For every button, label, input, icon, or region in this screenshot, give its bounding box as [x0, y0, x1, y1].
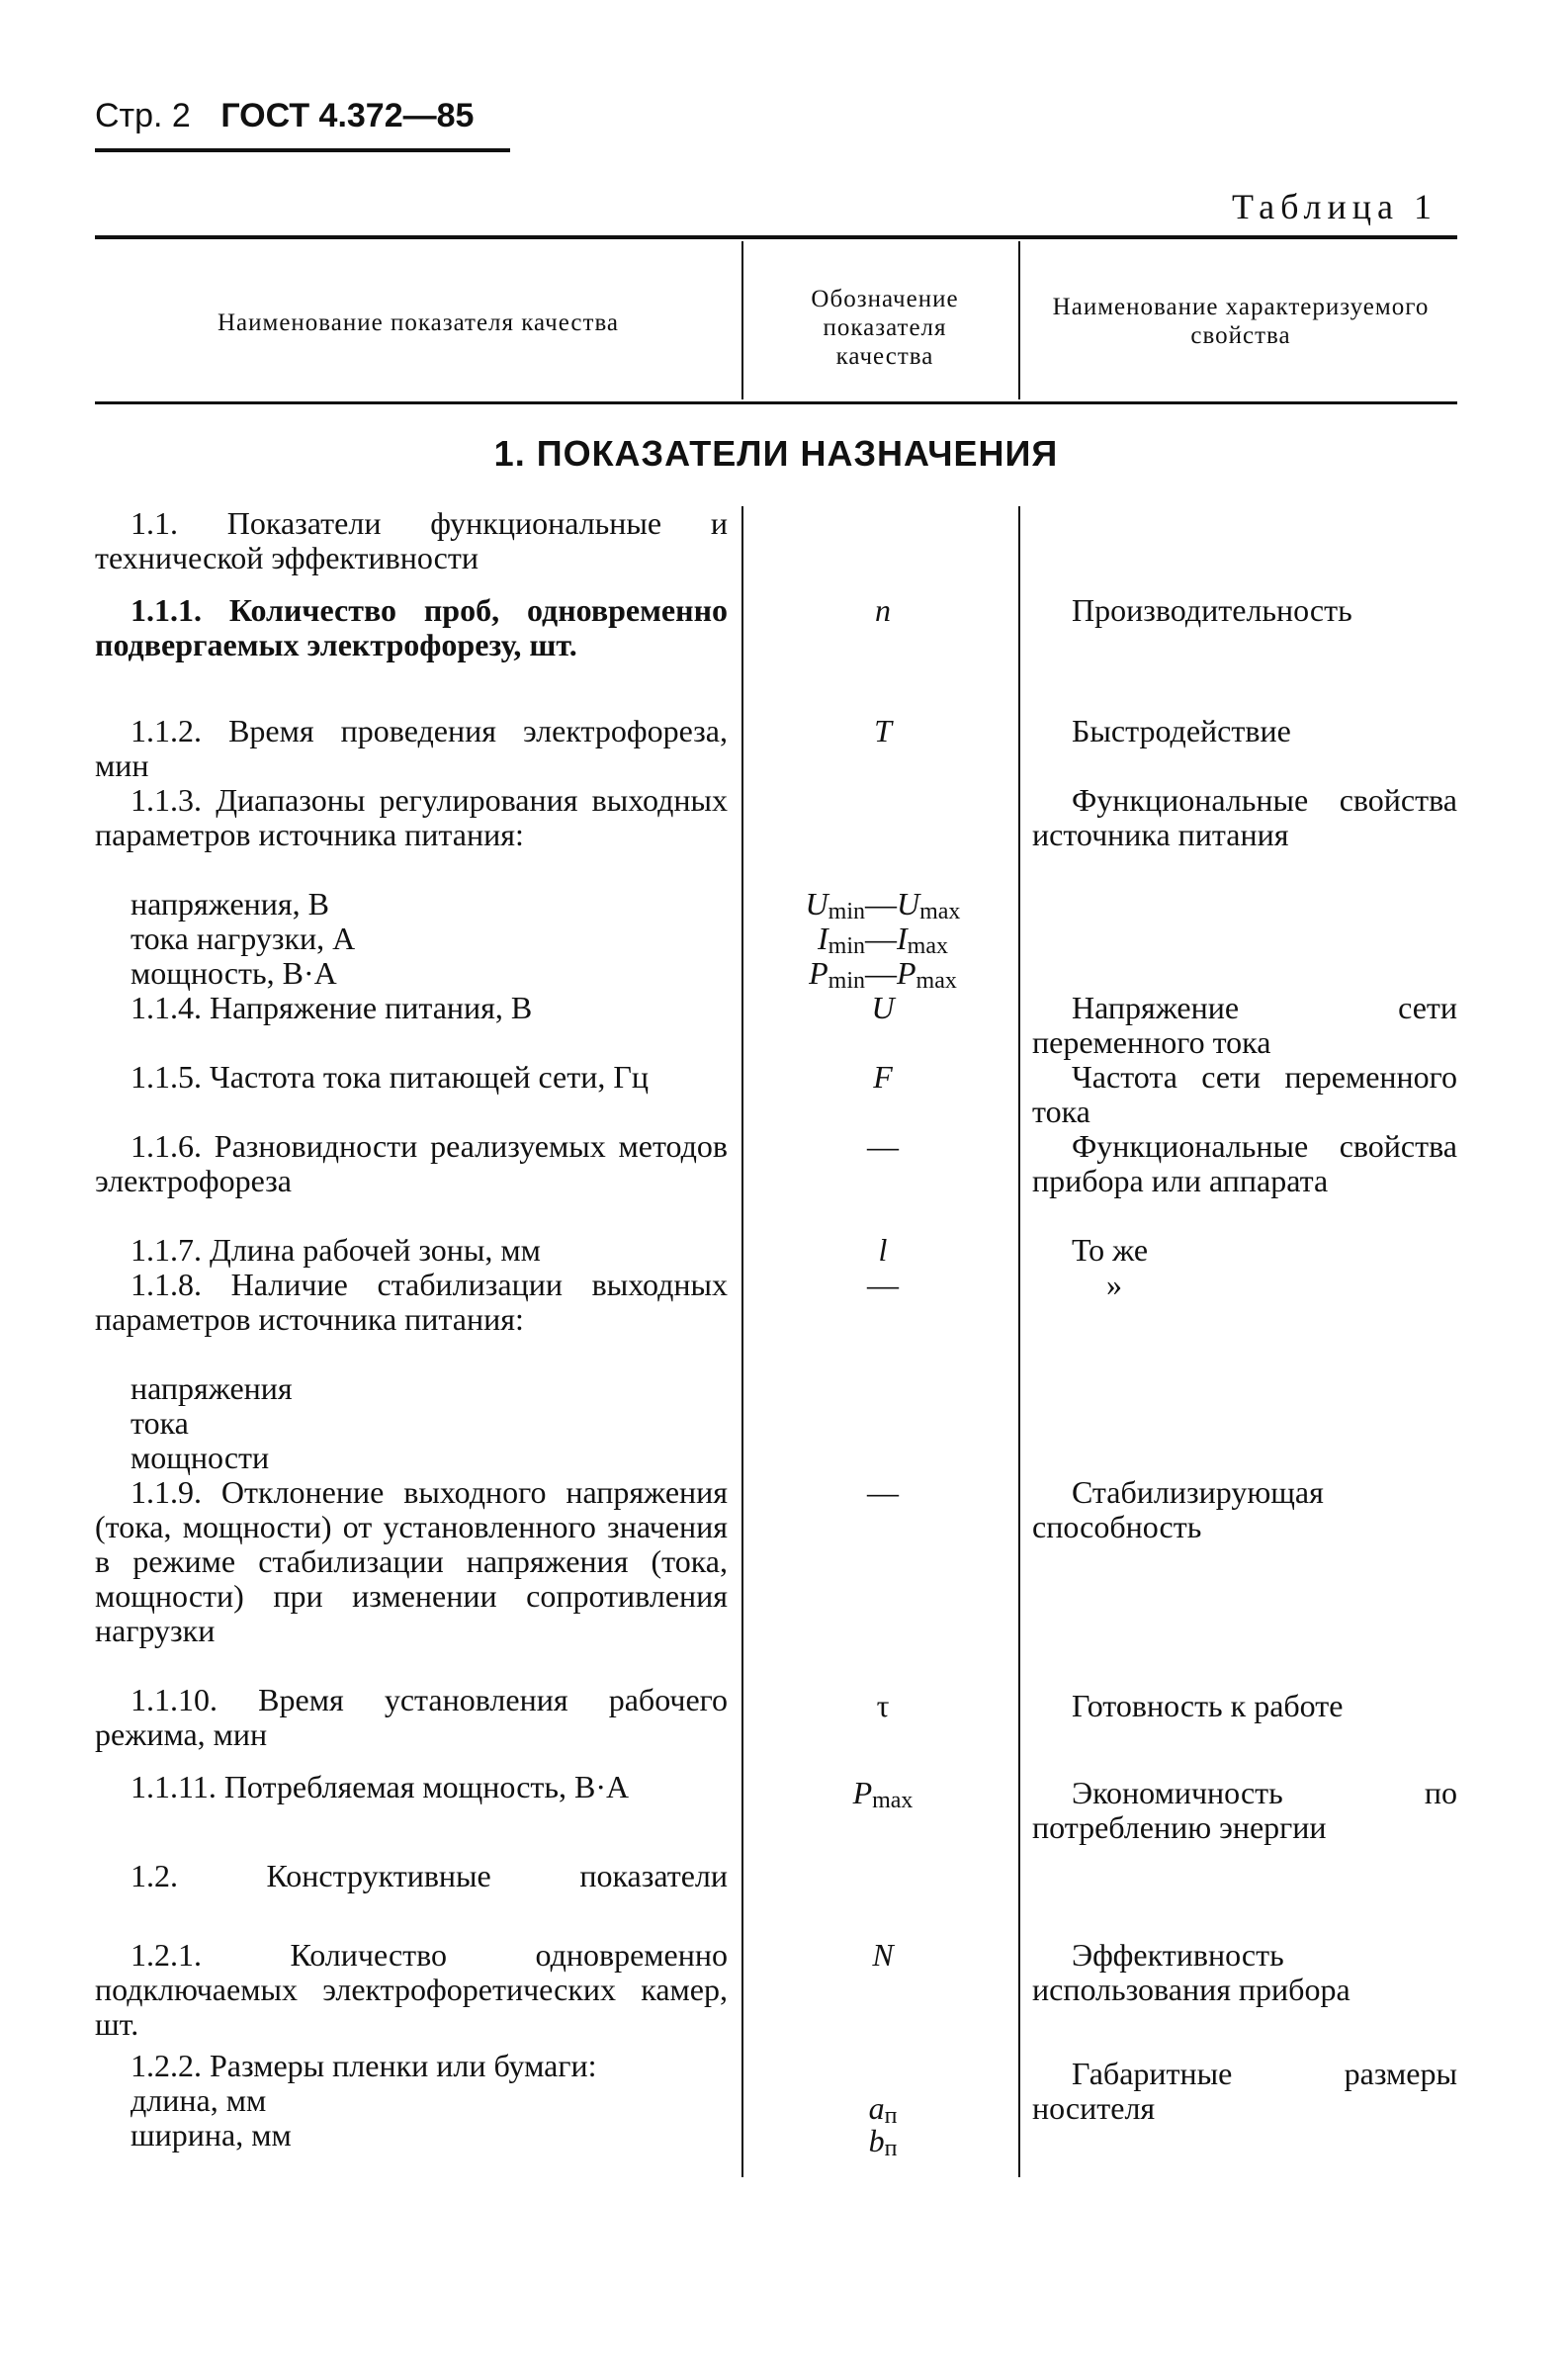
row-1-1-4-property: Напряжение сети переменного тока	[1032, 990, 1457, 1060]
column-header-property: Наименование характеризуемого свойства	[1052, 294, 1430, 349]
b-subscript: п	[884, 2136, 898, 2161]
row-1-2-2-property: Габаритные размеры носителя	[1032, 2056, 1457, 2126]
u-max-symbol: U	[897, 886, 920, 922]
row-1-1-7-property: То же	[1072, 1232, 1149, 1268]
row-1-1-5-property: Частота сети переменного тока	[1032, 1059, 1457, 1129]
row-1-1-6-name: 1.1.6. Разновидности реализуемых методов электрофореза	[95, 1128, 728, 1198]
row-1-2-2-name: 1.2.2. Размеры пленки или бумаги:	[131, 2048, 597, 2083]
row-1-1-2-property: Быстродействие	[1072, 713, 1291, 748]
row-1-1-5-designation: F	[873, 1059, 893, 1095]
row-1-1-2-name: 1.1.2. Время проведения электрофореза, мин	[95, 713, 728, 783]
row-1-2-2-width: ширина, мм	[131, 2117, 292, 2152]
row-1-1-10-name: 1.1.10. Время установления рабочего режима, мин	[95, 1682, 728, 1752]
page-header	[95, 97, 474, 135]
row-1-2-2-width-designation	[749, 2124, 1016, 2166]
body-divider-1	[741, 506, 743, 2177]
p-min-subscript: min	[828, 968, 865, 994]
header-divider-2	[1018, 241, 1020, 399]
row-1-2-name: 1.2. Конструктивные показатели	[131, 1858, 728, 1893]
row-1-1-4-name: 1.1.4. Напряжение питания, В	[131, 990, 533, 1025]
row-1-1-7-name: 1.1.7. Длина рабочей зоны, мм	[131, 1232, 541, 1268]
p-max-subscript: max	[915, 968, 957, 994]
header-divider-1	[741, 241, 743, 399]
u-min-symbol: U	[805, 886, 828, 922]
p-range-dash: —	[865, 955, 897, 991]
row-1-1-1-property: Производительность	[1072, 592, 1352, 628]
p-max-symbol: P	[897, 955, 916, 991]
row-1-2-1-name: 1.2.1. Количество одновременно подключаемых электрофоретических камер, шт.	[95, 1937, 728, 2042]
header-underline	[95, 148, 510, 152]
row-1-1-11-designation	[749, 1776, 1016, 1818]
row-1-1-3-name: 1.1.3. Диапазоны регулирования выходных параметров источника питания:	[95, 782, 728, 852]
row-1-1-11-name: 1.1.11. Потребляемая мощность, В·А	[131, 1769, 630, 1804]
row-1-1-8-property: »	[1106, 1267, 1122, 1302]
row-1-1-6-designation: —	[867, 1128, 899, 1164]
row-1-1-name: 1.1. Показатели функциональные и технической эффективности	[95, 505, 728, 575]
row-1-1-5-name: 1.1.5. Частота тока питающей сети, Гц	[131, 1059, 649, 1095]
row-1-1-3-power: мощность, В·А	[131, 955, 337, 991]
row-1-1-10-property: Готовность к работе	[1072, 1688, 1344, 1723]
i-max-symbol: I	[897, 921, 908, 956]
u-min-subscript: min	[828, 899, 865, 924]
p-consumption-subscript: max	[872, 1788, 914, 1813]
row-1-1-8-power: мощности	[131, 1440, 270, 1475]
i-min-symbol: I	[818, 921, 828, 956]
body-divider-2	[1018, 506, 1020, 2177]
i-min-subscript: min	[828, 933, 865, 959]
i-max-subscript: max	[907, 933, 948, 959]
row-1-1-8-designation: —	[867, 1267, 899, 1302]
row-1-1-3-property: Функциональные свойства источника питания	[1032, 782, 1457, 852]
row-1-2-1-property: Эффективность использования прибора	[1032, 1937, 1350, 2007]
i-range-dash: —	[865, 921, 897, 956]
p-consumption-symbol: P	[852, 1775, 873, 1810]
row-1-1-2-designation: T	[874, 713, 892, 748]
table-label: Таблица 1	[1232, 187, 1437, 226]
row-1-1-3-current: тока нагрузки, А	[131, 921, 356, 956]
b-symbol: b	[868, 2123, 885, 2158]
a-subscript: п	[884, 2103, 898, 2129]
section-title: 1. ПОКАЗАТЕЛИ НАЗНАЧЕНИЯ	[493, 433, 1059, 474]
row-1-1-11-property: Экономичность по потреблению энергии	[1032, 1775, 1457, 1845]
row-1-1-1-name: 1.1.1. Количество проб, одновременно подвергаемых электрофорезу, шт.	[95, 592, 728, 662]
row-1-2-2-length: длина, мм	[131, 2082, 267, 2118]
row-1-1-10-designation: τ	[876, 1688, 890, 1723]
p-min-symbol: P	[809, 955, 828, 991]
page-number: Стр. 2	[95, 97, 191, 134]
row-1-2-1-designation: N	[872, 1937, 894, 1973]
row-1-1-4-designation: U	[871, 990, 895, 1025]
row-1-1-8-name: 1.1.8. Наличие стабилизации выходных параметров источника питания:	[95, 1267, 728, 1337]
row-1-1-3-voltage: напряжения, В	[131, 886, 329, 922]
column-header-designation: Обозначение показателя качества	[811, 286, 959, 370]
table-header-bottom-rule	[95, 401, 1457, 404]
row-1-1-9-property: Стабилизирующая способность	[1032, 1474, 1324, 1544]
row-1-1-6-property: Функциональные свойства прибора или аппарата	[1032, 1128, 1457, 1198]
table-top-rule	[95, 235, 1457, 239]
row-1-1-9-designation: —	[867, 1474, 899, 1510]
u-range-dash: —	[865, 886, 897, 922]
gost-code: ГОСТ 4.372—85	[220, 97, 475, 134]
row-1-1-8-voltage: напряжения	[131, 1370, 293, 1406]
u-max-subscript: max	[919, 899, 961, 924]
row-1-1-9-name: 1.1.9. Отклонение выходного напряжения (тока, мощности) от установленного значения в режиме стабилизации напряжения (тока, мощности) при изменении сопротивления нагрузки	[95, 1474, 728, 1648]
row-1-1-7-designation: l	[878, 1232, 888, 1268]
row-1-1-8-current: тока	[131, 1405, 189, 1441]
a-symbol: a	[868, 2090, 885, 2126]
column-header-name: Наименование показателя качества	[217, 309, 620, 336]
row-1-1-1-designation: n	[875, 592, 891, 628]
